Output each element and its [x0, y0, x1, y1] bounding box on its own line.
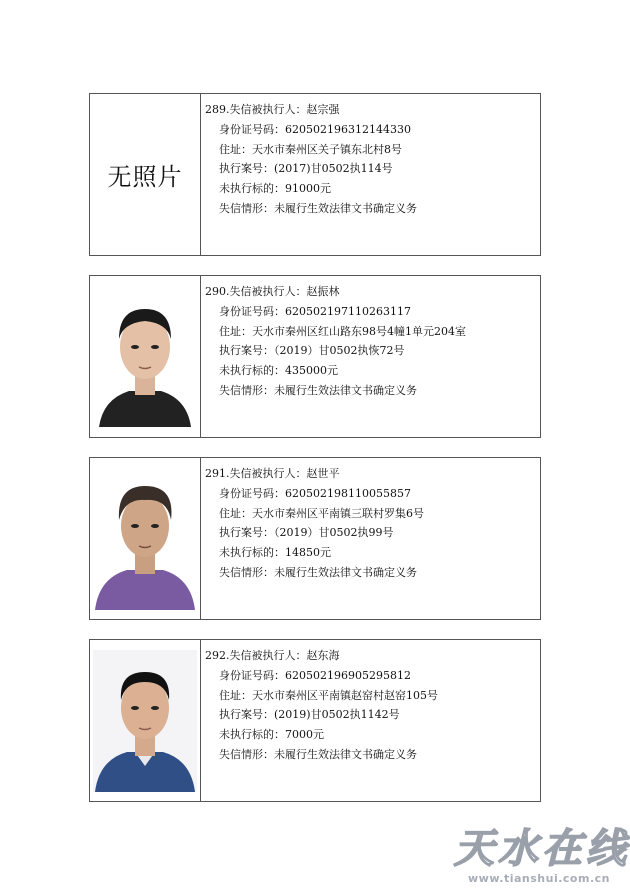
id-row [219, 666, 438, 686]
address-value: 天水市秦州区关子镇东北村8号 [252, 142, 402, 156]
amount-row [219, 179, 417, 199]
id-label: 身份证号码： [219, 486, 285, 500]
case-label: 执行案号： [219, 162, 274, 176]
case-row [219, 159, 417, 179]
address-label: 住址： [219, 688, 252, 702]
case-label: 执行案号： [219, 708, 274, 722]
record-info [201, 276, 466, 437]
situation-label: 失信情形： [219, 565, 274, 579]
amount-row [219, 543, 424, 563]
photo-cell [90, 276, 201, 437]
address-row [219, 686, 438, 706]
id-value: 620502196312144330 [285, 122, 411, 136]
id-value: 620502196905295812 [285, 668, 411, 682]
record-info [201, 640, 438, 801]
case-value: （2019）甘0502执恢72号 [274, 344, 405, 358]
case-row [219, 523, 424, 543]
address-value: 天水市秦州区平南镇三联村罗集6号 [252, 506, 424, 520]
amount-label: 未执行标的： [219, 182, 285, 196]
situation-label: 失信情形： [219, 747, 274, 761]
address-row [219, 322, 466, 342]
situation-row [219, 381, 466, 401]
address-row [219, 140, 417, 160]
id-row [219, 484, 424, 504]
case-value: （2019）甘0502执99号 [274, 526, 394, 540]
amount-label: 未执行标的： [219, 546, 285, 560]
address-row [219, 504, 424, 524]
record-heading: 290.失信被执行人：赵振林 [205, 285, 340, 298]
address-label: 住址： [219, 142, 252, 156]
photo-cell [90, 458, 201, 619]
record-card-291 [89, 457, 541, 620]
watermark-url: www.tianshui.com.cn [468, 872, 610, 885]
portrait-photo [91, 287, 199, 427]
address-label: 住址： [219, 506, 252, 520]
amount-row [219, 361, 466, 381]
case-value: (2019)甘0502执1142号 [274, 708, 400, 722]
case-value: (2017)甘0502执114号 [274, 162, 393, 176]
record-heading: 289.失信被执行人：赵宗强 [205, 103, 340, 116]
address-value: 天水市秦州区红山路东98号4幢1单元204室 [252, 324, 466, 338]
situation-row [219, 745, 438, 765]
address-label: 住址： [219, 324, 252, 338]
situation-label: 失信情形： [219, 383, 274, 397]
situation-row [219, 199, 417, 219]
record-card-292 [89, 639, 541, 802]
record-info [201, 458, 424, 619]
situation-label: 失信情形： [219, 201, 274, 215]
id-value: 620502198110055857 [285, 486, 411, 500]
situation-value: 未履行生效法律文书确定义务 [274, 201, 417, 215]
id-label: 身份证号码： [219, 668, 285, 682]
situation-value: 未履行生效法律文书确定义务 [274, 747, 417, 761]
id-label: 身份证号码： [219, 304, 285, 318]
situation-row [219, 563, 424, 583]
case-row [219, 341, 466, 361]
case-label: 执行案号： [219, 344, 274, 358]
case-label: 执行案号： [219, 526, 274, 540]
no-photo-label: 无照片 [107, 163, 183, 191]
portrait-photo [93, 650, 197, 792]
amount-value: 435000元 [285, 364, 338, 378]
photo-cell [90, 640, 201, 801]
amount-label: 未执行标的： [219, 364, 285, 378]
case-row [219, 705, 438, 725]
id-label: 身份证号码： [219, 122, 285, 136]
amount-row [219, 725, 438, 745]
amount-value: 14850元 [285, 546, 331, 560]
record-card-290 [89, 275, 541, 438]
record-heading: 292.失信被执行人：赵东海 [205, 649, 340, 662]
record-info [201, 94, 417, 255]
id-row [219, 120, 417, 140]
id-row [219, 302, 466, 322]
amount-label: 未执行标的： [219, 728, 285, 742]
id-value: 620502197110263117 [285, 304, 411, 318]
record-heading: 291.失信被执行人：赵世平 [205, 467, 340, 480]
amount-value: 91000元 [285, 182, 331, 196]
photo-cell [90, 94, 201, 255]
situation-value: 未履行生效法律文书确定义务 [274, 383, 417, 397]
amount-value: 7000元 [285, 728, 324, 742]
portrait-photo [93, 468, 197, 610]
situation-value: 未履行生效法律文书确定义务 [274, 565, 417, 579]
address-value: 天水市秦州区平南镇赵窑村赵窑105号 [252, 688, 438, 702]
watermark-logo-text: 天水在线 [454, 826, 630, 872]
record-card-289 [89, 93, 541, 256]
